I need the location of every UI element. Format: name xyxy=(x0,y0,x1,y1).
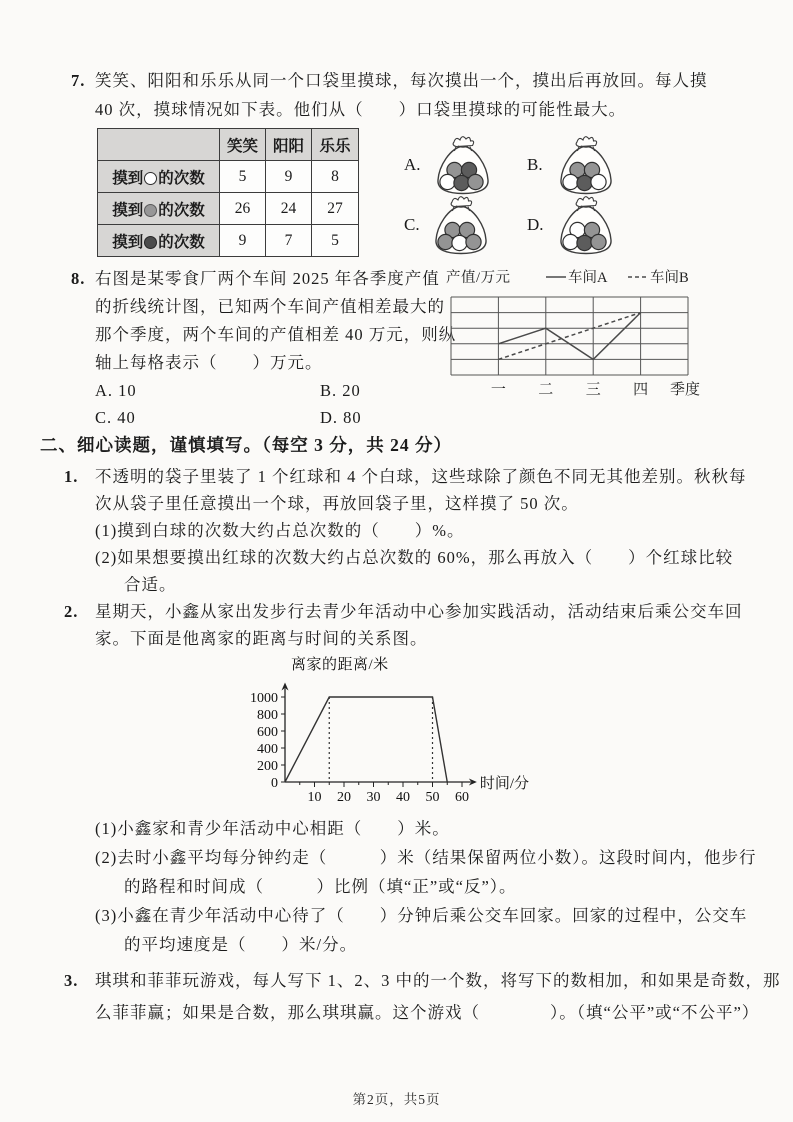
bag-icon xyxy=(550,193,622,257)
q2-text-line1: 星期天，小鑫从家出发步行去青少年活动中心参加实践活动，活动结束后乘公交车回 xyxy=(95,602,743,621)
white-ball-icon xyxy=(144,172,157,185)
q1-sub2-line2: 合适。 xyxy=(124,575,177,594)
q8-option-b: B. 20 xyxy=(320,381,361,400)
q8-number: 8. xyxy=(71,269,86,288)
x-tick-label: 二 xyxy=(538,382,554,398)
chart-y-axis-title: 产值/万元 xyxy=(446,270,511,286)
q2-sub2-line1: (2)去时小鑫平均每分钟约走（ ）米（结果保留两位小数）。这段时间内，他步行 xyxy=(95,848,757,867)
q2-sub1: (1)小鑫家和青少年活动中心相距（ ）米。 xyxy=(95,819,450,838)
y-tick-label: 1000 xyxy=(250,691,278,706)
count-cell: 27 xyxy=(312,193,359,225)
bag-option-label: A. xyxy=(404,155,421,174)
bag-option-label: D. xyxy=(527,215,544,234)
dark-ball-icon xyxy=(577,235,592,250)
x-tick-label: 20 xyxy=(337,790,351,805)
q8-text-line2: 的折线统计图，已知两个车间产值相差最大的 xyxy=(95,297,445,316)
q2-sub2-line2: 的路程和时间成（ ）比例（填“正”或“反”）。 xyxy=(124,877,517,896)
bag-icon xyxy=(425,193,497,257)
white-ball-icon xyxy=(440,174,455,189)
x-tick-label: 40 xyxy=(396,790,410,805)
y-tick-label: 600 xyxy=(257,725,278,740)
q1-sub1: (1)摸到白球的次数大约占总次数的（ ）%。 xyxy=(95,521,465,540)
row-label-cell: 摸到 的次数 xyxy=(98,161,220,193)
table-row xyxy=(98,193,359,225)
row-label-cell: 摸到 的次数 xyxy=(98,193,220,225)
x-tick-label: 四 xyxy=(633,382,649,398)
page-footer: 第2页，共5页 xyxy=(352,1092,441,1107)
count-cell: 5 xyxy=(220,161,266,193)
count-cell: 5 xyxy=(312,225,359,257)
graph-x-axis-title: 时间/分 xyxy=(479,776,530,792)
y-tick-label: 0 xyxy=(271,776,278,791)
table-row xyxy=(98,161,359,193)
legend-series-a-label: 车间A xyxy=(568,270,608,286)
q7-number: 7. xyxy=(71,71,86,90)
gray-ball-icon xyxy=(466,234,481,249)
q1-text-line1: 不透明的袋子里装了 1 个红球和 4 个白球，这些球除了颜色不同无其他差别。秋秋每 xyxy=(95,467,747,486)
table-header-cell: 乐乐 xyxy=(312,129,359,161)
bag-icon xyxy=(427,133,499,197)
table-corner-cell xyxy=(98,129,220,161)
q8-text-line3: 那个季度，两个车间的产值相差 40 万元，则纵 xyxy=(95,325,457,344)
q2-text-line2: 家。下面是他离家的距离与时间的关系图。 xyxy=(95,629,428,648)
x-tick-label: 50 xyxy=(425,790,440,805)
bag-icon xyxy=(550,133,622,197)
q7-results-table xyxy=(97,128,359,257)
q3-number: 3. xyxy=(64,971,79,990)
chart-x-axis-title: 季度 xyxy=(670,382,701,398)
q1-sub2-line1: (2)如果想要摸出红球的次数大约占总次数的 60%，那么再放入（ ）个红球比较 xyxy=(95,548,734,567)
x-tick-label: 三 xyxy=(585,382,601,398)
q8-line-chart xyxy=(438,262,708,407)
x-tick-label: 30 xyxy=(366,790,381,805)
q2-number: 2. xyxy=(64,602,79,621)
bag-option-label: C. xyxy=(404,215,420,234)
black-ball-icon xyxy=(144,236,157,249)
count-cell: 8 xyxy=(312,161,359,193)
q7-text-line2: 40 次，摸球情况如下表。他们从（ ）口袋里摸球的可能性最大。 xyxy=(95,100,627,119)
table-header-cell: 笑笑 xyxy=(220,129,266,161)
q8-option-d: D. 80 xyxy=(320,408,362,427)
q2-sub3-line1: (3)小鑫在青少年活动中心待了（ ）分钟后乘公交车回家。回家的过程中，公交车 xyxy=(95,906,748,925)
q2-sub3-line2: 的平均速度是（ ）米/分。 xyxy=(124,935,358,954)
gray-ball-icon xyxy=(591,234,606,249)
white-ball-icon xyxy=(563,234,578,249)
count-cell: 26 xyxy=(220,193,266,225)
q8-option-a: A. 10 xyxy=(95,381,137,400)
table-header-cell: 阳阳 xyxy=(266,129,312,161)
bag-option-label: B. xyxy=(527,155,543,174)
y-tick-label: 200 xyxy=(257,759,278,774)
q1-text-line2: 次从袋子里任意摸出一个球，再放回袋子里，这样摸了 50 次。 xyxy=(95,494,579,513)
q1-number: 1. xyxy=(64,467,79,486)
q8-option-c: C. 40 xyxy=(95,408,136,427)
dark-ball-icon xyxy=(454,175,469,190)
white-ball-icon xyxy=(452,235,467,250)
distance-time-line xyxy=(285,697,447,782)
white-ball-icon xyxy=(563,174,578,189)
gray-ball-icon xyxy=(468,174,483,189)
count-cell: 24 xyxy=(266,193,312,225)
gray-ball-icon xyxy=(144,204,157,217)
count-cell: 9 xyxy=(220,225,266,257)
section2-header: 二、细心读题，谨慎填写。（每空 3 分，共 24 分） xyxy=(40,435,452,455)
gray-ball-icon xyxy=(438,234,453,249)
q8-text-line1: 右图是某零食厂两个车间 2025 年各季度产值 xyxy=(95,269,440,288)
graph-y-axis-title: 离家的距离/米 xyxy=(291,657,389,673)
q2-distance-time-graph xyxy=(228,655,568,805)
row-label-cell: 摸到 的次数 xyxy=(98,225,220,257)
x-tick-label: 60 xyxy=(455,790,469,805)
q3-text-line2: 么菲菲赢；如果是合数，那么琪琪赢。这个游戏（ ）。（填“公平”或“不公平”） xyxy=(95,1003,760,1022)
table-header-row xyxy=(98,129,359,161)
white-ball-icon xyxy=(591,174,606,189)
y-tick-label: 800 xyxy=(257,708,278,723)
q8-text-line4: 轴上每格表示（ ）万元。 xyxy=(95,353,323,372)
q7-text-line1: 笑笑、阳阳和乐乐从同一个口袋里摸球，每次摸出一个，摸出后再放回。每人摸 xyxy=(95,71,708,90)
count-cell: 9 xyxy=(266,161,312,193)
legend-series-b-label: 车间B xyxy=(650,270,689,286)
x-tick-label: 10 xyxy=(307,790,322,805)
table-row xyxy=(98,225,359,257)
y-tick-label: 400 xyxy=(257,742,278,757)
q7-table-body xyxy=(98,129,359,257)
q3-text-line1: 琪琪和菲菲玩游戏，每人写下 1、2、3 中的一个数，将写下的数相加，和如果是奇数，那 xyxy=(95,971,781,990)
dark-ball-icon xyxy=(577,175,592,190)
x-tick-label: 一 xyxy=(490,382,506,398)
count-cell: 7 xyxy=(266,225,312,257)
